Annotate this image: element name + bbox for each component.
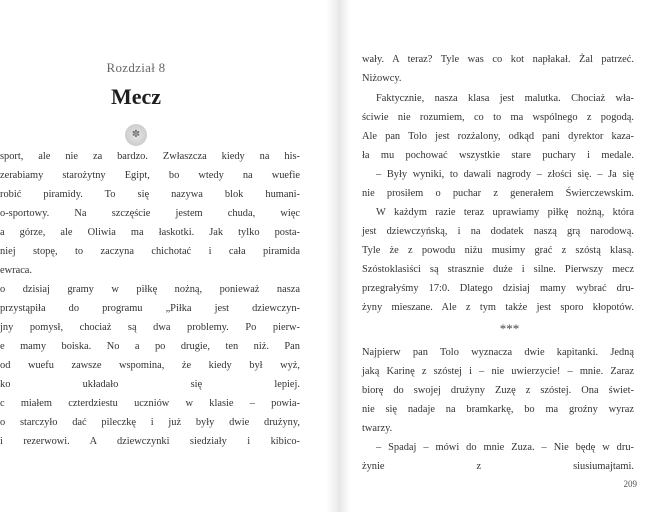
text-line: jny pomysł, chociaż są dwa problemy. Po pierw-	[0, 322, 300, 333]
text-line: niej stopę, to zaczyna chichotać i cała piramida	[0, 246, 300, 257]
text-line: robić piramidy. To się nazywa blok humani-	[0, 189, 300, 200]
text-line: jaką Karinę z szóstej i – nie uwierzycie! – mnie. Zaraz	[362, 366, 634, 377]
text-line: ewraca.	[0, 265, 33, 276]
text-line: o-sportowy. Na szczęście jestem chuda, więc	[0, 208, 300, 219]
section-break: ***	[499, 321, 520, 336]
text-line: nie się nadaje na bramkarkę, bo ma groźny wyraz	[362, 404, 634, 415]
ornament-icon: ✽	[125, 124, 147, 146]
text-line: W każdym razie teraz uprawiamy piłkę nożną, która	[376, 207, 634, 218]
book-gutter	[326, 0, 350, 512]
text-line: biorę do swojej drużyny Zuzę z szóstej. Ona świet-	[362, 385, 634, 396]
text-line: e mamy boiska. No a po drugie, ten niż. Pan	[0, 341, 300, 352]
chapter-title: Mecz	[110, 84, 162, 109]
chapter-label: Rozdział 8	[106, 60, 166, 75]
text-line: przystąpiła do programu „Piłka jest dziewczyn-	[0, 303, 300, 314]
text-line: o dzisiaj gramy w piłkę nożną, ponieważ nasza	[0, 284, 300, 295]
text-line: Najpierw pan Tolo wyznacza dwie kapitanki. Jedną	[362, 347, 634, 358]
text-line: wały. A teraz? Tyle was co kot napłakał. Żal patrzeć.	[362, 54, 634, 65]
text-line: Niżowcy.	[362, 73, 402, 84]
text-line: c miałem czterdziestu uczniów w klasie – powia-	[0, 398, 300, 409]
text-line: Faktycznie, nasza klasa jest malutka. Chociaż wła-	[376, 93, 634, 104]
text-line: a górze, ale Oliwia ma łaskotki. Jak tylko posta-	[0, 227, 300, 238]
text-line: i rezerwowi. A dziewczynki siedziały i kibico-	[0, 436, 300, 447]
text-line: Szóstoklasiści są strasznie duże i silne. Pierwszy mecz	[362, 264, 634, 275]
page-number: 209	[623, 479, 637, 489]
text-line: od wuefu zawsze wspomina, że kiedy był wyż,	[0, 360, 300, 371]
text-line: – Spadaj – mówi do mnie Zuza. – Nie będę w dru-	[376, 442, 634, 453]
text-line: ła mu pochować wszystkie stare puchary i medale.	[362, 150, 634, 161]
text-line: Ale pan Tolo jest rozżalony, odkąd pani dyrektor kaza-	[362, 131, 634, 142]
text-line: ko układało się lepiej.	[0, 379, 300, 390]
text-line: zerabiamy starożytny Egipt, bo wtedy na wuefie	[0, 170, 300, 181]
text-line: jest dziewczyńską, i na dodatek naszą grą narodową.	[362, 226, 634, 237]
text-line: żynie z siusiumajtami.	[362, 461, 634, 472]
text-line: sport, ale nie za bardzo. Zwłaszcza kiedy na his-	[0, 151, 300, 162]
text-line: ściwie nie rozumiem, co to ma wspólnego z pogodą.	[362, 112, 634, 123]
right-page	[350, 0, 669, 512]
text-line: – Były wyniki, to dawali nagrody – złości się. – Ja się	[376, 169, 634, 180]
text-line: nie prosiłem o puchar z generałem Świerczewskim.	[362, 188, 634, 199]
text-line: twarzy.	[362, 423, 393, 434]
text-line: Tyle że z powodu niżu musimy grać z szóstą klasą.	[362, 245, 634, 256]
text-line: przegrałyśmy 17:0. Dlatego dzisiaj mamy wybrać dru-	[362, 283, 634, 294]
text-line: o starczyło dać pileczkę i już były dwie drużyny,	[0, 417, 300, 428]
text-line: żyny mieszane. Ale z tym także jest sporo kłopotów.	[362, 302, 634, 313]
left-page	[0, 0, 326, 512]
